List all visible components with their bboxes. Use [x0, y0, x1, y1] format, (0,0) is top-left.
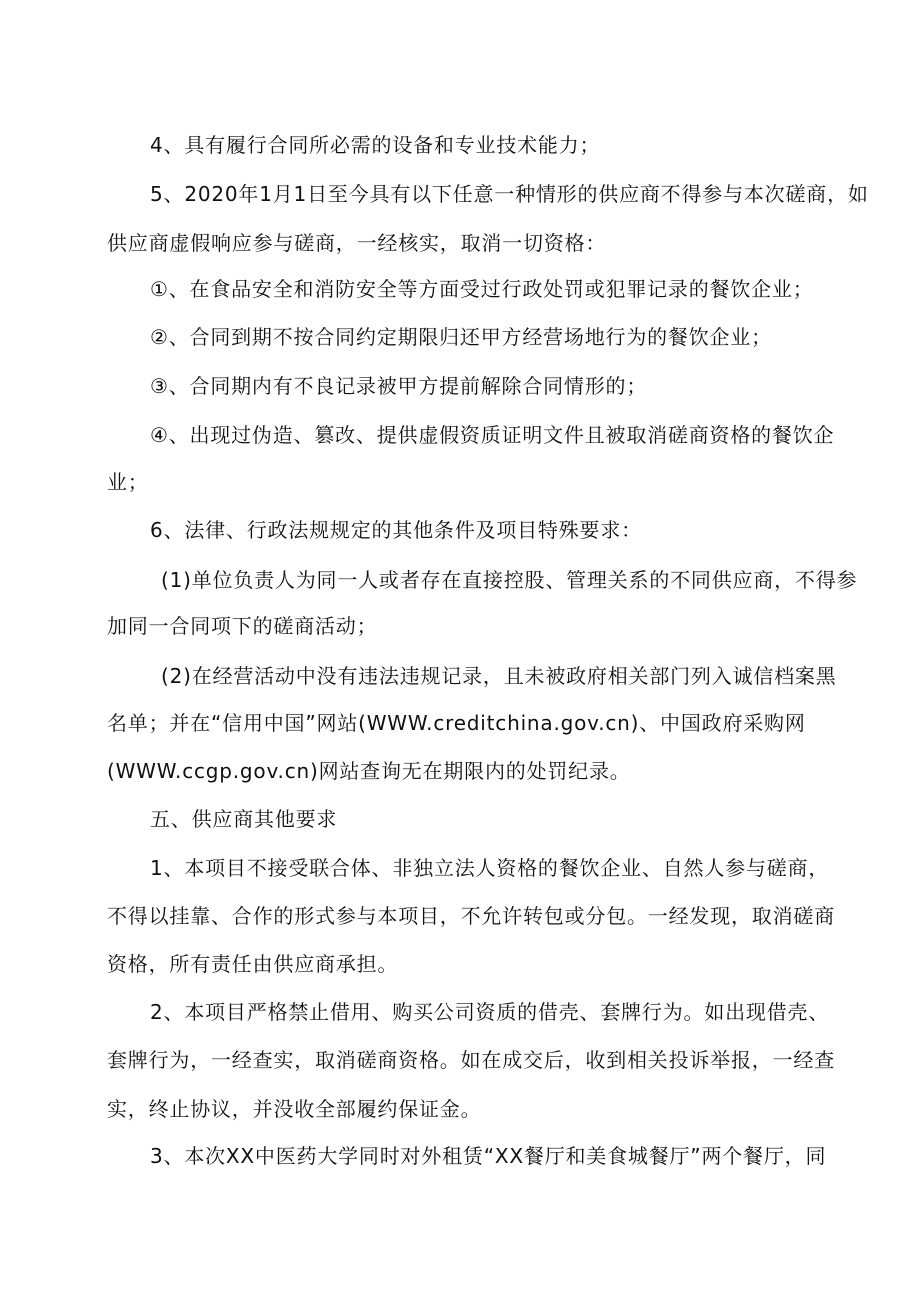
req-1-line-2: 不得以挂靠、合作的形式参与本项目，不允许转包或分包。一经发现，取消磋商: [107, 904, 835, 928]
req-3-line-1: 3、本次XX中医药大学同时对外租赁“XX餐厅和美食城餐厅”两个餐厅，同: [150, 1144, 827, 1168]
item-2-line-3: (WWW.ccgp.gov.cn)网站查询无在期限内的处罚纪录。: [107, 759, 631, 783]
req-1-line-1: 1、本项目不接受联合体、非独立法人资格的餐饮企业、自然人参与磋商，: [150, 856, 830, 880]
clause-6-line: 6、法律、行政法规规定的其他条件及项目特殊要求：: [150, 518, 642, 542]
sub-clause-1-line: ①、在食品安全和消防安全等方面受过行政处罚或犯罪记录的餐饮企业；: [150, 277, 814, 301]
clause-4-line: 4、具有履行合同所必需的设备和专业技术能力；: [150, 133, 601, 157]
item-1-line-2: 加同一合同项下的磋商活动；: [107, 614, 378, 638]
req-2-line-1: 2、本项目严格禁止借用、购买公司资质的借壳、套牌行为。如出现借壳、: [150, 1000, 830, 1024]
section-5-heading: 五、供应商其他要求: [150, 807, 338, 831]
item-1-line-1: (1)单位负责人为同一人或者存在直接控股、管理关系的不同供应商，不得参: [161, 568, 858, 592]
sub-clause-2-line: ②、合同到期不按合同约定期限归还甲方经营场地行为的餐饮企业；: [150, 325, 772, 349]
clause-5-line-1: 5、2020年1月1日至今具有以下任意一种情形的供应商不得参与本次磋商，如: [150, 182, 869, 206]
req-2-line-2: 套牌行为，一经查实，取消磋商资格。如在成交后，收到相关投诉举报，一经查: [107, 1048, 835, 1072]
item-2-line-2: 名单；并在“信用中国”网站(WWW.creditchina.gov.cn)、中国政府采购网: [107, 711, 806, 735]
req-2-line-3: 实，终止协议，并没收全部履约保证金。: [107, 1097, 482, 1121]
sub-clause-4-line-1: ④、出现过伪造、篡改、提供虚假资质证明文件且被取消磋商资格的餐饮企: [150, 423, 835, 447]
sub-clause-3-line: ③、合同期内有不良记录被甲方提前解除合同情形的；: [150, 374, 648, 398]
req-1-line-3: 资格，所有责任由供应商承担。: [107, 952, 399, 976]
sub-clause-4-line-2: 业；: [107, 470, 149, 494]
clause-5-line-2: 供应商虚假响应参与磋商，一经核实，取消一切资格：: [107, 231, 607, 255]
item-2-line-1: (2)在经营活动中没有违法违规记录，且未被政府相关部门列入诚信档案黑: [161, 664, 837, 688]
